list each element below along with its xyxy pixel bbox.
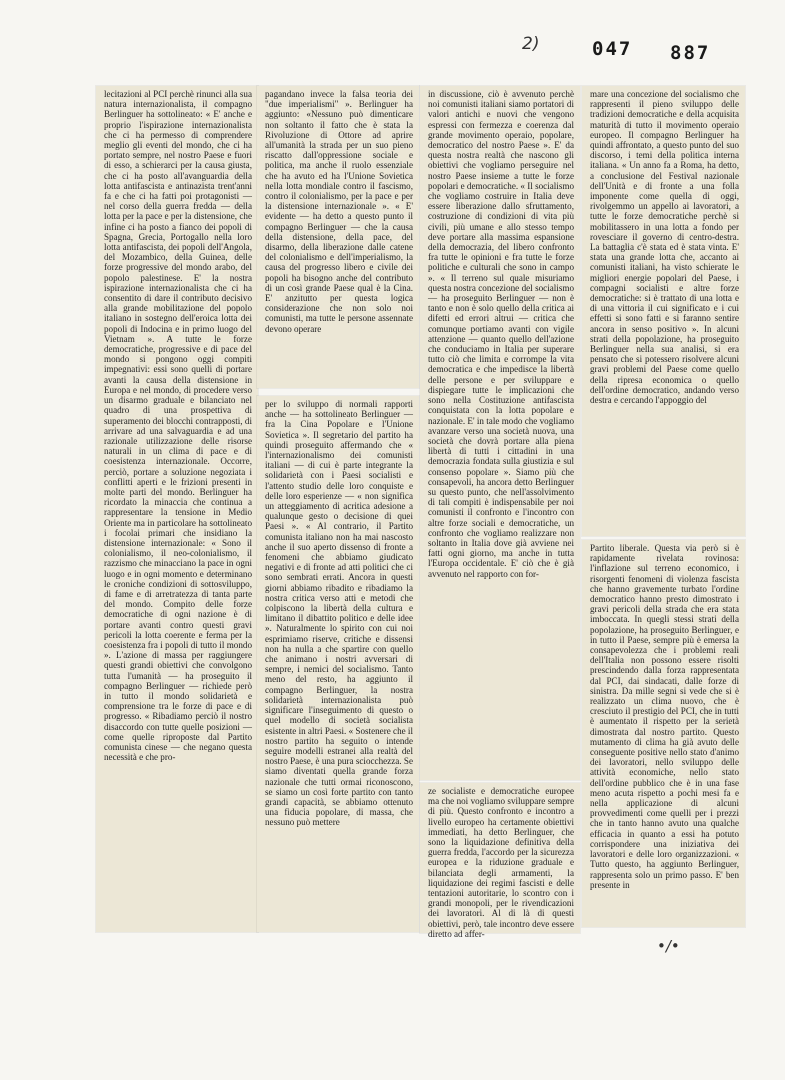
column-4-top-text: mare una concezione del socialismo che rappresenti il pieno sviluppo delle tradizioni democratiche e della acquisita maturità di tutto il movimento operaio europeo. Il compagno Berlinguer ha quindi affrontato, a questo punto del suo discorso, i temi della politica interna italiana. « Un anno fa a Roma, ha detto, a conclusione del Festival nazionale dell'Unità e di fronte a una folla imponente come quella di oggi, rivolgemmo un appello ai lavoratori, a tutte le forze democratiche perchè si mobilitassero in una lotta a fondo per rovesciare il governo di centro-destra. La battaglia c'è stata ed è stata vinta. E' stata una grande lotta che, accanto ai comunisti italiani, ha visto schierate le migliori energie popolari del Paese, i compagni socialisti e altre forze democratiche: si è trattato di una lotta e di una vittoria il cui significato e i cui effetti si sono fatti e si faranno sentire ancora in senso positivo ». In alcuni strati della popolazione, ha proseguito Berlinguer nella sua analisi, si era pensato che si potessero risolvere alcuni gravi problemi del Paese come quello della ripresa economica o quello dell'ordine democratico, andando verso destra e cercando l'appoggio del — [590, 89, 739, 406]
handwritten-footer-mark: •/• — [657, 937, 680, 955]
clipping-column-3-top — [420, 86, 580, 780]
archive-serial-left: 047 — [592, 38, 633, 60]
archive-serial-right: 887 — [670, 42, 711, 64]
column-4-bottom-text: Partito liberale. Questa via però si è rapidamente rivelata rovinosa: l'inflazione sul terreno economico, i risorgenti fenomeni di violenza fascista che hanno gravemente turbato l'ordine democratico hanno presto dimostrato i gravi pericoli della strada che era stata imboccata. In quegli stessi strati della popolazione, ha proseguito Berlinguer, e in tutto il Paese, sempre più è emersa la consapevolezza che i problemi reali dell'Italia non possono essere risolti prescindendo dalla forza rappresentata dal PCI, dai sindacati, dalle forze di sinistra. Da mille segni si vede che si è realizzato un clima nuovo, che è cresciuto il prestigio del PCI, che in tutti è aumentato il rispetto per la serietà dimostrata dal nostro partito. Questo mutamento di clima ha già avuto delle conseguente positive nello stato d'animo dei lavoratori, nello sviluppo delle attività economiche, nello stato dell'ordine pubblico che è in una fase meno acuta rispetto a pochi mesi fa e nella applicazione di alcuni provvedimenti come quelli per i prezzi che in tanto hanno avuto una qualche efficacia in quanto a essi ha potuto corrispondere una iniziativa dei lavoratori e delle loro organizzazioni. « Tutto questo, ha aggiunto Berlinguer, rappresenta solo un primo passo. E' ben presente in — [590, 543, 739, 890]
clipping-column-2-top — [257, 86, 419, 388]
handwritten-page-number: 2) — [522, 34, 540, 54]
clipping-column-3-bottom — [420, 783, 580, 939]
clipping-column-2-bottom — [257, 396, 419, 932]
column-2-top-text: pagandano invece la falsa teoria dei "due imperialismi" ». Berlinguer ha aggiunto: «Nessuno può dimenticare non soltanto il fatto che è stata la Rivoluzione di Ottore ad aprire all'umanità la strada per un suo pieno riscatto dall'oppressione sociale e politica, ma anche il ruolo essenziale che ha avuto ed ha l'Unione Sovietica nella lotta mondiale contro il fascismo, contro il colonialismo, per la pace e per la distensione internazionale ». « E' evidente — ha detto a questo punto il compagno Berlinguer — che la causa della distensione, della pace, del disarmo, della liberazione dalle catene del colonialismo e dell'imperialismo, la causa del progresso libero e civile dei popoli ha bisogno anche del contributo di un così grande Paese qual è la Cina. E' anzitutto per questa logica considerazione che non solo noi comunisti, ma tutte le persone assennate devono operare — [265, 89, 413, 334]
column-3-top-text: in discussione, ciò è avvenuto perchè noi comunisti italiani siamo portatori di valori antichi e nuovi che vengono espressi con fermezza e coerenza dal grande movimento operaio, popolare, democratico del nostro Paese ». E' da questa nostra realtà che nascono gli obiettivi che vogliamo perseguire nel nostro Paese insieme a tutte le forze popolari e democratiche. « Il socialismo che vogliamo costruire in Italia deve essere liberazione dallo sfruttamento, costruzione di condizioni di vita più civili, più umane e allo stesso tempo deve portare alla massima espansione della democrazia, del libero confronto fra tutte le opinioni e fra tutte le forze politiche e culturali che sono in campo ». « Il terreno sul quale misuriamo questa nostra concezione del socialismo — ha proseguito Berlinguer — non è tanto e non è solo quello della critica ai difetti ed errori altrui — critica che comunque portiamo avanti con vigile attenzione — quanto quello dell'azione che conduciamo in Italia per superare tutto ciò che limita e corrompe la vita democratica e che impedisce la libertà delle persone e per sviluppare e dispiegare tutte le implicazioni che sono nella Costituzione antifascista conquistata con la lotta popolare e nazionale. E' in tale modo che vogliamo avanzare verso una società nuova, una società che dovrà portare alla piena libertà di tutti i cittadini in una democrazia fondata sulla giustizia e sul consenso popolare ». Siamo più che consapevoli, ha ancora detto Berlinguer su questo punto, che nell'assolvimento di tali compiti è indispensabile per noi comunisti il confronto e l'incontro con altre forze sociali e democratiche, un confronto che vogliamo realizzare non soltanto in Italia dove già avviene nei fatti ogni giorno, ma anche in tutta l'Europa occidentale. E' ciò che è già avvenuto nel rapporto con for- — [428, 89, 574, 579]
clipping-column-4-top — [582, 86, 745, 536]
clipping-column-1 — [96, 86, 258, 932]
column-2-bottom-text: per lo sviluppo di normali rapporti anche — ha sottolineato Berlinguer — fra la Cina Popolare e l'Unione Sovietica ». Il segretario del partito ha quindi proseguito affermando che « l'internazionalismo dei comunisti italiani — di cui è parte integrante la solidarietà con i Paesi socialisti e l'attento studio delle loro conquiste e delle loro esperienze — « non significa un atteggiamento di acritica adesione a qualunque gesto o decisione di quei Paesi ». « Al contrario, il Partito comunista italiano non ha mai nascosto anche il suo aperto dissenso di fronte a fenomeni che abbiamo giudicato negativi e di fronte ad atti politici che ci sono sembrati errati. Ancora in questi giorni abbiamo ribadito e ribadiamo la nostra critica verso atti e metodi che colpiscono la libertà della cultura e limitano il dibattito politico e delle idee ». Naturalmente lo spirito con cui noi esprimiamo riserve, critiche e dissensi non ha nulla a che spartire con quello che animano i nostri avversari di sempre, i nemici del socialismo. Tanto meno del resto, ha aggiunto il compagno Berlinguer, la nostra solidarietà internazionalista può significare l'inseguimento di questo o quel modello di società socialista esistente in altri Paesi. « Sostenere che il nostro partito ha seguito o intende seguire modelli estranei alla realtà del nostro Paese, è una pura sciocchezza. Se siamo diventati quella grande forza nazionale che tutti ormai riconoscono, se siamo un così forte partito con tanto grandi capacità, se abbiamo ottenuto una fiducia popolare, di massa, che nessuno può mettere — [265, 399, 413, 828]
column-1-text: lecitazioni al PCI perchè rinunci alla sua natura internazionalista, il compagno Berlinguer ha sottolineato: « E' anche e proprio l'ispirazione internazionalista che ci ha permesso di comprendere meglio gli eventi del mondo, che ci ha portato sempre, nel nostro Paese e fuori di esso, a schierarci per la causa giusta, che ci ha posto all'avanguardia della lotta antifascista e antinazista trent'anni fa e che ci ha fatti poi protagonisti — nel corso della guerra fredda — della lotta per la pace e per la distensione, che infine ci ha posto a fianco dei popoli di Spagna, Grecia, Portogallo nella loro lotta antifascista, dei popoli dell'Angola, del Mozambico, della Guinea, delle forze progressive del mondo arabo, del popolo palestinese. E' la nostra ispirazione internazionalista che ci ha consentito di dare il contributo decisivo alla grande mobilitazione del popolo italiano in sostegno dell'eroica lotta dei popoli di Indocina e in primo luogo del Vietnam ». A tutte le forze democratiche, progressive e di pace del mondo si pongono oggi compiti impegnativi: essi sono quelli di portare avanti la causa della distensione in Europa e nel mondo, di procedere verso un disarmo graduale e bilanciato nel quadro di una prospettiva di superamento dei blocchi contrapposti, di arrivare ad una salvaguardia e ad una razionale utilizzazione delle risorse naturali in un clima di pace e di coesistenza internazionale. Occorre, perciò, portare a soluzione negoziata i conflitti aperti e le frizioni presenti in molte parti del mondo. Berlinguer ha ricordato la minaccia che continua a rappresentare la tensione in Medio Oriente ma in particolare ha sottolineato i focolai primari che insidiano la distensione internazionale: « Sono il colonialismo, il neo-colonialismo, il razzismo che minacciano la pace in ogni luogo e in ogni momento e determinano le croniche condizioni di sottosviluppo, di fame e di arretratezza di tanta parte del mondo. Compito delle forze democratiche di ogni nazione è di portare avanti contro questi gravi pericoli la lotta coerente e ferma per la coesistenza fra i popoli di tutto il mondo ». L'azione di massa per raggiungere questi grandi obiettivi che convolgono tutta l'umanità — ha proseguito il compagno Berlinguer — richiede però in tutto il mondo solidarietà e comprensione tra le forze di pace e di progresso. « Ribadiamo perciò il nostro disaccordo con tutte quelle posizioni — come quelle riproposte dal Partito comunista cinese — che negano questa necessità e che pro- — [104, 89, 252, 763]
column-3-bottom-text: ze socialiste e democratiche europee ma che noi vogliamo sviluppare sempre di più. Questo confronto e incontro a livello europeo ha certamente obiettivi immediati, ha detto Berlinguer, che sono la liquidazione definitiva della guerra fredda, l'accordo per la sicurezza europea e la riduzione graduale e bilanciata degli armamenti, la liquidazione dei regimi fascisti e delle tentazioni autoritarie, lo scontro con i grandi monopoli, per le rivendicazioni dei lavoratori. Al di là di questi obiettivi, però, tale incontro deve essere diretto ad affer- — [428, 786, 574, 939]
clipping-column-4-bottom — [582, 540, 745, 927]
